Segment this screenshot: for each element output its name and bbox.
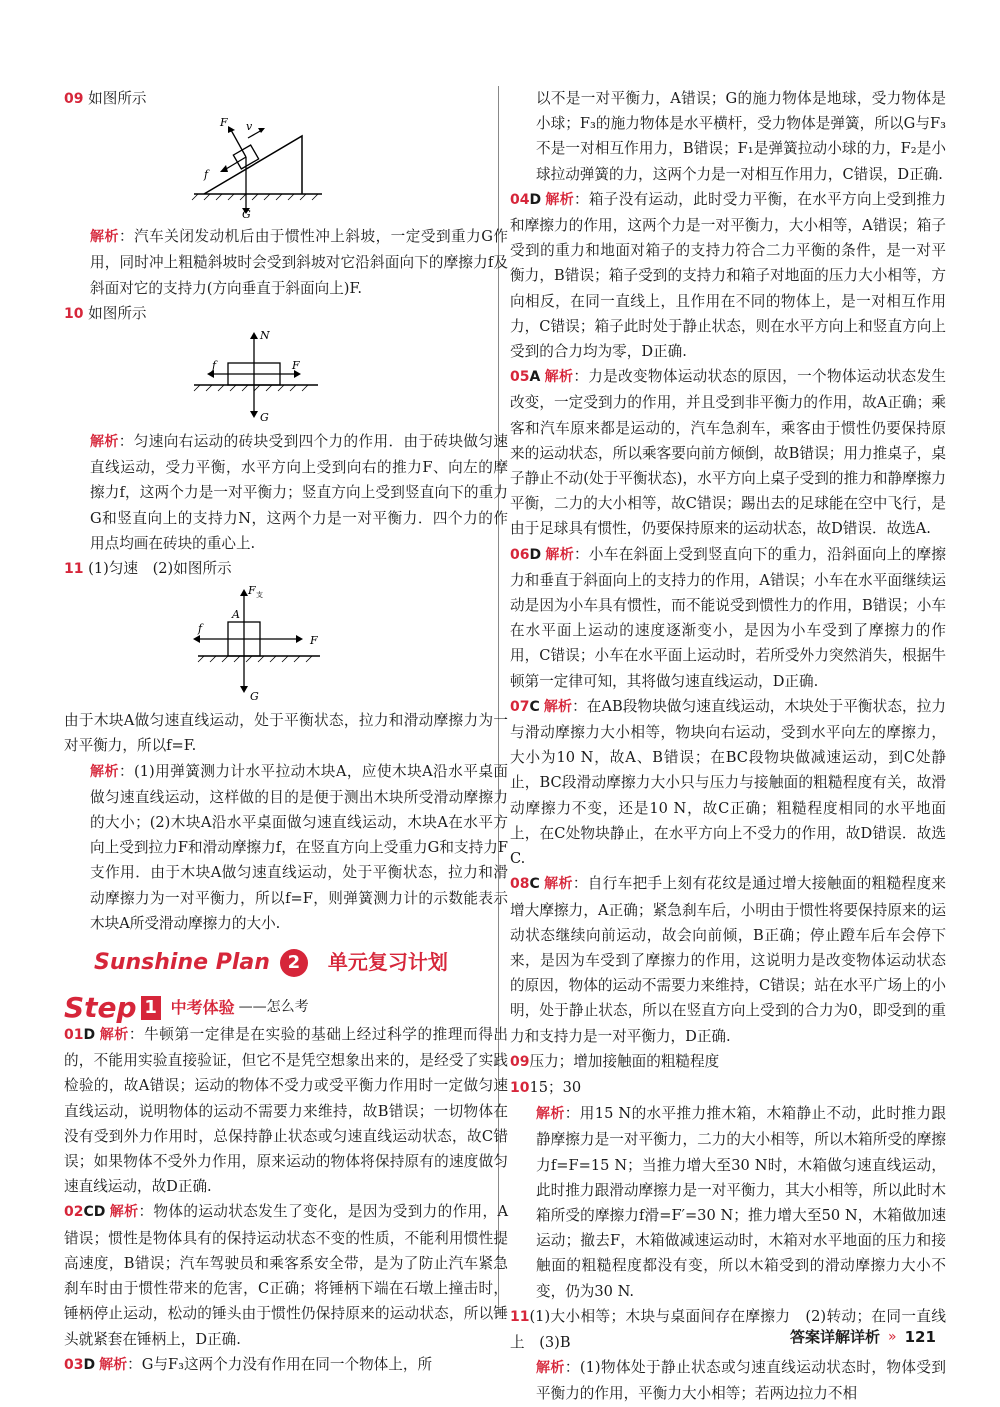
answer-06: 06D 解析：小车在斜面上受到竖直向下的重力，沿斜面向上的摩擦力和垂直于斜面向上的支持力的作用，A错误；小车在水平面继续运动是因为小车具有惯性，而不能说受到惯性力的作用，B错误；小车在水平面上运动的速度逐渐变小，是因为小车受到了摩擦力的作用，C错误；小车在水平面上运动时，若所受外力突然消失，根据牛顿第一定律可知，其将做匀速直线运动，D正确. — [510, 545, 946, 690]
gravity-label: G — [242, 208, 251, 221]
step-title-en: Step — [64, 990, 137, 1024]
answer-choice: D — [83, 1356, 96, 1373]
block-force-diagram — [184, 584, 334, 704]
question-number: 02 — [64, 1204, 84, 1221]
explanation-text: 汽车关闭发动机后由于惯性冲上斜坡，一定受到重力G作用，同时冲上粗糙斜坡时会受到斜坡对它沿斜面向下的摩擦力f及斜面对它的支持力(方向垂直于斜面向上)F. — [90, 228, 508, 297]
explanation-text: 匀速向右运动的砖块受到四个力的作用．由于砖块做匀速直线运动，受力平衡，水平方向上受到向右的推力F、向左的摩擦力f，这两个力是一对平衡力；竖直方向上受到竖直向下的重力G和竖直向上的支持力N，这两个力是一对平衡力．四个力的作用点均画在砖块的重心上. — [90, 433, 508, 552]
explanation-text: 物体的运动状态发生了变化，是因为受到力的作用，A错误；惯性是物体具有的保持运动状态不变的性质，不能利用惯性提高速度，B错误；汽车驾驶员和乘客系安全带，是为了防止汽车紧急刹车时由于惯性带来的危害，C正确；将锤柄下端在石墩上撞击时，锤柄停止运动，松动的锤头由于惯性仍保持原来的运动状态，所以锤头就紧套在锤柄上，D正确. — [64, 1203, 508, 1348]
analysis-tag: 解析 — [545, 546, 574, 563]
answer-09 — [64, 86, 508, 112]
question-number: 09 — [510, 1053, 530, 1070]
velocity-label: v — [246, 120, 253, 134]
support-force-label: F — [248, 584, 256, 598]
double-chevron-icon: » — [888, 1328, 897, 1345]
gravity-label: G — [260, 411, 269, 425]
answer-01: 01D 解析：牛顿第一定律是在实验的基础上经过科学的推理而得出的，不能用实验直接验证，但它不是凭空想象出来的，是经受了实践检验的，故A错误；运动的物体不受力或受平衡力作用时一定做匀速直线运动，说明物体的运动不需要力来维持，故B错误；一切物体在没有受到外力作用时，总保持静止状态或匀速直线运动状态，故C错误；如果物体不受外力作用，原来运动的物体将保持原有的速度做匀速直线运动，故D正确. — [64, 1026, 508, 1196]
plan-title-en: Sunshine Plan — [94, 950, 270, 976]
answer-11 — [64, 556, 508, 582]
explanation-text: 在AB段物块做匀速直线运动，木块处于平衡状态，拉力与滑动摩擦力大小相等，物块向右运动，受到水平向左的摩擦力，大小为10 N，故A、B错误；在BC段物块做减速运动，到C处静止，BC段滑动摩擦力大小只与压力与接触面的粗糙程度有关，故滑动摩擦力不变，还是10 N，故C正确；粗糙程度相同的水平地面上，在C处物块静止，在水平方向上不受力的作用，故D错误．故选C. — [510, 697, 946, 868]
answer-choice: C — [529, 698, 540, 715]
question-number: 06 — [510, 546, 530, 563]
answer-lead: 如图所示 — [88, 304, 147, 322]
normal-force-label: N — [260, 329, 270, 343]
support-force-subscript: 支 — [256, 591, 263, 600]
analysis-tag: 解析 — [545, 191, 574, 208]
step-header — [64, 986, 508, 1024]
analysis-tag: 解析 — [99, 1356, 128, 1373]
explanation-text: 箱子没有运动，此时受力平衡，在水平方向上受到推力和摩擦力的作用，这两个力是一对平衡力，大小相等，A错误；箱子受到的重力和地面对箱子的支持力符合二力平衡的条件，是一对平衡力，B错误；箱子受到的支持力和箱子对地面的压力大小相等，方向相反，在同一直线上，且作用在不同的物体上，是一对相互作用力，C错误；箱子此时处于静止状态，则在水平方向上和竖直方向上受到的合力均为零，D正确. — [510, 190, 946, 361]
explanation-10-right: 解析：用15 N的水平推力推木箱，木箱静止不动，此时推力跟静摩擦力是一对平衡力，二力的大小相等，所以木箱所受的摩擦力f=F=15 N；当推力增大至30 N时，木箱做匀速直线运动，此时推力跟滑动摩擦力是一对平衡力，其大小相等，所以此时木箱所受的摩擦力f滑=F′=30 N；推力增大至50 N，木箱做加速运动；撤去F，木箱做减速运动时，木箱对水平地面的压力和接触面的粗糙程度都没有变，所以木箱受到的滑动摩擦力大小不变，仍为30 N. — [536, 1105, 946, 1300]
brick-force-diagram — [184, 329, 324, 425]
analysis-tag: 解析 — [543, 698, 573, 715]
plan-title-cn: 单元复习计划 — [327, 950, 448, 975]
left-column — [64, 86, 508, 1378]
gravity-label: G — [250, 690, 259, 704]
explanation-09: 解析：汽车关闭发动机后由于惯性冲上斜坡，一定受到重力G作用，同时冲上粗糙斜坡时会受到斜坡对它沿斜面向下的摩擦力f及斜面对它的支持力(方向垂直于斜面向上)F. — [90, 228, 508, 297]
answer-choice: D — [529, 546, 542, 563]
answer-lead: 15；30 — [529, 1078, 582, 1096]
answer-10 — [64, 301, 508, 327]
push-force-label: F — [292, 359, 300, 373]
right-column — [510, 86, 946, 1407]
answer-choice: CD — [83, 1204, 106, 1221]
friction-label: f — [212, 359, 217, 373]
explanation-11-right: 解析：(1)物体处于静止状态或匀速直线运动状态时，物体受到平衡力的作用，平衡力大小相等；若两边拉力不相 — [536, 1359, 946, 1403]
analysis-tag: 解析 — [90, 434, 119, 451]
analysis-tag: 解析 — [544, 369, 574, 386]
friction-label: f — [198, 622, 203, 636]
answer-09-right — [510, 1049, 946, 1075]
question-number: 04 — [510, 191, 530, 208]
answer-02: 02CD 解析：物体的运动状态发生了变化，是因为受到力的作用，A错误；惯性是物体具有的保持运动状态不变的性质，不能利用惯性提高速度，B错误；汽车驾驶员和乘客系安全带，是为了防止汽车紧急刹车时由于惯性带来的危害，C正确；将锤柄下端在石墩上撞击时，锤柄停止运动，松动的锤头由于惯性仍保持原来的运动状态，所以锤头就紧套在锤柄上，D正确. — [64, 1203, 508, 1348]
analysis-tag: 解析 — [99, 1027, 129, 1044]
step-title-cn: 中考体验 — [170, 997, 235, 1017]
answer-05: 05A 解析：力是改变物体运动状态的原因，一个物体运动状态发生改变，一定受到力的作用，并且受到非平衡力的作用，故A正确；乘客和汽车原来都是运动的，汽车急刹车，乘客由于惯性仍要保持原来的运动状态，所以乘客要向前方倾倒，故B错误；用力推桌子，桌子静止不动(处于平衡状态)，水平方向上桌子受到的推力和静摩擦力平衡，二力的大小相等，故C错误；踢出去的足球能在空中飞行，是由于足球具有惯性，仍要保持原来的运动状态，故D错误．故选A. — [510, 368, 946, 538]
explanation-10: 解析：匀速向右运动的砖块受到四个力的作用．由于砖块做匀速直线运动，受力平衡，水平方向上受到向右的推力F、向左的摩擦力f，这两个力是一对平衡力；竖直方向上受到竖直向下的重力G和竖直向上的支持力N，这两个力是一对平衡力．四个力的作用点均画在砖块的重心上. — [90, 433, 508, 552]
answer-choice: C — [529, 876, 540, 893]
explanation-text: 牛顿第一定律是在实验的基础上经过科学的推理而得出的，不能用实验直接验证，但它不是凭空想象出来的，是经受了实践检验的，故A错误；运动的物体不受力或受平衡力作用时一定做匀速直线运动，说明物体的运动不需要力来维持，故B错误；一切物体在没有受到外力作用时，总保持静止状态或匀速直线运动状态，故C错误；如果物体不受外力作用，原来运动的物体将保持原有的速度做匀速直线运动，故D正确. — [64, 1026, 508, 1196]
question-number: 11 — [510, 1308, 530, 1325]
explanation-text: G与F₃这两个力没有作用在同一个物体上，所 — [141, 1355, 433, 1373]
question-number: 03 — [64, 1356, 84, 1373]
explanation-text: 力是改变物体运动状态的原因，一个物体运动状态发生改变，一定受到力的作用，并且受到非平衡力的作用，故A正确；乘客和汽车原来都是运动的，汽车急刹车，乘客由于惯性仍要保持原来的运动状态，所以乘客要向前方倾倒，故B错误；用力推桌子，桌子静止不动(处于平衡状态)，水平方向上桌子受到的推力和静摩擦力平衡，二力的大小相等，故C错误；踢出去的足球能在空中飞行，是由于足球具有惯性，仍要保持原来的运动状态，故D错误．故选A. — [510, 368, 946, 538]
question-number: 08 — [510, 876, 530, 893]
answer-choice: A — [529, 369, 541, 386]
plan-number-badge: 2 — [280, 949, 308, 977]
explanation-11: 解析：(1)用弹簧测力计水平拉动木块A，应使木块A沿水平桌面做匀速直线运动，这样做的目的是便于测出木块所受滑动摩擦力的大小；(2)木块A沿水平桌面做匀速直线运动，木块A在水平方向上受到拉力F和滑动摩擦力f，在竖直方向上受重力G和支持力F支作用．由于木块A做匀速直线运动，处于平衡状态，拉力和滑动摩擦力为一对平衡力，所以f=F，则弹簧测力计的示数能表示木块A所受滑动摩擦力的大小. — [90, 762, 508, 932]
answer-03-continued: 以不是一对平衡力，A错误；G的施力物体是地球，受力物体是小球；F₃的施力物体是水平横杆，受力物体是弹簧，所以G与F₃不是一对相互作用力，B错误；F₁是弹簧拉动小球的力，F₂是小球拉动弹簧的力，这两个力是一对相互作用力，C错误，D正确. — [536, 90, 946, 183]
sunshine-plan-banner — [94, 946, 508, 980]
analysis-tag: 解析 — [536, 1360, 565, 1377]
step-subtitle: ——怎么考 — [238, 998, 309, 1015]
answer-08: 08C 解析：自行车把手上刻有花纹是通过增大接触面的粗糙程度来增大摩擦力，A正确；紧急刹车后，小明由于惯性将要保持原来的运动状态继续向前运动，故会向前倾，B正确；停止蹬车后车会停下来，是因为车受到了摩擦力的作用，这说明力是改变物体运动状态的原因，物体的运动不需要力来维持，C错误；站在水平广场上的小明，处于静止状态，所以在竖直方向上受到的合力为0，即受到的重力和支持力是一对平衡力，D正确. — [510, 875, 946, 1045]
answer-lead: (1)大小相等；木块与桌面间存在摩擦力 (2)转动；在同一直线上 (3)B — [510, 1307, 946, 1351]
question-number: 09 — [64, 91, 84, 107]
analysis-tag: 解析 — [90, 763, 119, 780]
answer-text: 压力；增加接触面的粗糙程度 — [529, 1052, 720, 1070]
question-number: 05 — [510, 369, 530, 386]
step-number-badge: 1 — [141, 996, 161, 1020]
force-label-f: F — [220, 116, 228, 130]
explanation-text: 用15 N的水平推力推木箱，木箱静止不动，此时推力跟静摩擦力是一对平衡力，二力的大小相等，所以木箱所受的摩擦力f=F=15 N；当推力增大至30 N时，木箱做匀速直线运动，此时推力跟滑动摩擦力是一对平衡力，其大小相等，所以此时木箱所受的摩擦力f滑=F′=30 N；推力增大至50 N，木箱做加速运动；撤去F，木箱做减速运动时，木箱对水平地面的压力和接触面的粗糙程度都没有变，所以木箱受到的滑动摩擦力大小不变，仍为30 N. — [536, 1105, 946, 1300]
answer-lead: (1)匀速 (2)如图所示 — [88, 560, 232, 578]
question-number: 10 — [64, 305, 84, 322]
incline-force-diagram — [184, 114, 324, 220]
answer-07: 07C 解析：在AB段物块做匀速直线运动，木块处于平衡状态，拉力与滑动摩擦力大小相等，物块向右运动，受到水平向左的摩擦力，大小为10 N，故A、B错误；在BC段物块做减速运动，到C处静止，BC段滑动摩擦力大小只与压力与接触面的粗糙程度有关，故滑动摩擦力不变，还是10 N，故C正确；粗糙程度相同的水平地面上，在C处物块静止，在水平方向上不受力的作用，故D错误．故选C. — [510, 697, 946, 868]
answer-04: 04D 解析：箱子没有运动，此时受力平衡，在水平方向上受到推力和摩擦力的作用，这两个力是一对平衡力，大小相等，A错误；箱子受到的重力和地面对箱子的支持力符合二力平衡的条件，是一对平衡力，B错误；箱子受到的支持力和箱子对地面的压力大小相等，方向相反，在同一直线上，且作用在不同的物体上，是一对相互作用力，C错误；箱子此时处于静止状态，则在水平方向上和竖直方向上受到的合力均为零，D正确. — [510, 190, 946, 361]
analysis-tag: 解析 — [109, 1204, 139, 1221]
question-number: 01 — [64, 1027, 84, 1044]
page-number: 121 — [904, 1327, 936, 1346]
page-footer — [790, 1326, 936, 1347]
answer-03: 03D 解析：G与F₃这两个力没有作用在同一个物体上，所 — [64, 1355, 433, 1373]
explanation-text: (1)物体处于静止状态或匀速直线运动状态时，物体受到平衡力的作用，平衡力大小相等；若两边拉力不相 — [536, 1359, 946, 1403]
analysis-tag: 解析 — [90, 229, 119, 246]
pull-force-label: F — [310, 634, 318, 648]
block-label: A — [232, 608, 240, 622]
footer-label: 答案详解详析 — [790, 1328, 881, 1346]
answer-10-right — [510, 1075, 946, 1101]
explanation-text: 小车在斜面上受到竖直向下的重力，沿斜面向上的摩擦力和垂直于斜面向上的支持力的作用，A错误；小车在水平面继续运动是因为小车具有惯性，而不能说受到惯性力的作用，B错误；小车在水平面上运动的速度逐渐变小，是因为小车受到了摩擦力的作用，C错误；小车在水平面上运动时，若所受外力突然消失，根据牛顿第一定律可知，其将做匀速直线运动，D正确. — [510, 545, 946, 690]
question-number: 10 — [510, 1079, 530, 1096]
analysis-tag: 解析 — [543, 876, 573, 893]
question-number: 07 — [510, 698, 530, 715]
analysis-tag: 解析 — [536, 1106, 565, 1123]
answer-choice: D — [83, 1027, 96, 1044]
friction-label: f — [204, 168, 209, 182]
answer-11-tail: 由于木块A做匀速直线运动，处于平衡状态，拉力和滑动摩擦力为一对平衡力，所以f=F. — [64, 712, 508, 755]
explanation-text: (1)用弹簧测力计水平拉动木块A，应使木块A沿水平桌面做匀速直线运动，这样做的目的是便于测出木块所受滑动摩擦力的大小；(2)木块A沿水平桌面做匀速直线运动，木块A在水平方向上受到拉力F和滑动摩擦力f，在竖直方向上受重力G和支持力F支作用．由于木块A做匀速直线运动，处于平衡状态，拉力和滑动摩擦力为一对平衡力，所以f=F，则弹簧测力计的示数能表示木块A所受滑动摩擦力的大小. — [90, 762, 508, 932]
question-number: 11 — [64, 561, 84, 578]
answer-lead: 如图所示 — [88, 90, 147, 107]
answer-choice: D — [529, 191, 542, 208]
explanation-text: 自行车把手上刻有花纹是通过增大接触面的粗糙程度来增大摩擦力，A正确；紧急刹车后，小明由于惯性将要保持原来的运动状态继续向前运动，故会向前倾，B正确；停止蹬车后车会停下来，是因为车受到了摩擦力的作用，这说明力是改变物体运动状态的原因，物体的运动不需要力来维持，C错误；站在水平广场上的小明，处于静止状态，所以在竖直方向上受到的合力为0，即受到的重力和支持力是一对平衡力，D正确. — [510, 875, 946, 1045]
